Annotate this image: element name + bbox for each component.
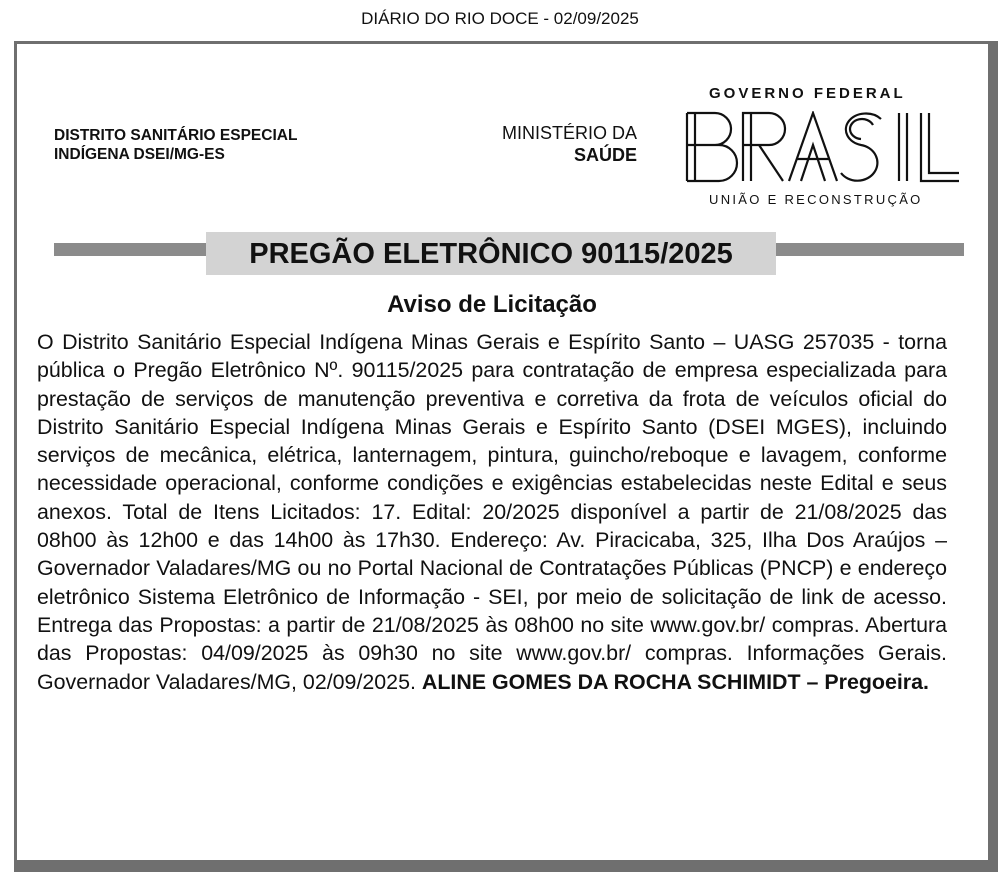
masthead: DIÁRIO DO RIO DOCE - 02/09/2025: [361, 9, 639, 28]
notice-subtitle: Aviso de Licitação: [387, 291, 597, 318]
notice-title: PREGÃO ELETRÔNICO 90115/2025: [249, 238, 733, 270]
issuer-line-1: DISTRITO SANITÁRIO ESPECIAL: [54, 127, 298, 144]
issuer-line-2: INDÍGENA DSEI/MG-ES: [54, 146, 225, 163]
issuer-name: [54, 126, 297, 164]
brasil-logo: [685, 111, 961, 183]
ministry-logo-text: [502, 122, 637, 166]
notice-body: [37, 328, 947, 696]
gov-federal-label: GOVERNO FEDERAL: [709, 85, 906, 102]
ministry-line-2: SAÚDE: [573, 145, 637, 165]
signature: ALINE GOMES DA ROCHA SCHIMIDT – Pregoeira.: [421, 669, 929, 694]
ministry-line-1: MINISTÉRIO DA: [501, 123, 637, 143]
notice-body-text: O Distrito Sanitário Especial Indígena Minas Gerais e Espírito Santo – UASG 257035 - torna pública o Pregão Eletrônico Nº. 90115/2025 para contratação de empresa especializada para prestação de serviços de manutenção preventiva e corretiva da frota de veículos oficial do Distrito Sanitário Especial Indígena Minas Gerais e Espírito Santo (DSEI MGES), incluindo serviços de mecânica, elétrica, lanternagem, pintura, guincho/reboque e lavagem, conforme necessidade operacional, conforme condições e exigências estabelecidas neste Edital e seus anexos. Total de Itens Licitados: 17. Edital: 20/2025 disponível a partir de 21/08/2025 das 08h00 às 12h00 e das 14h00 às 17h30. Endereço: Av. Piracicaba, 325, Ilha Dos Araújos – Governador Valadares/MG ou no Portal Nacional de Contratações Públicas (PNCP) e endereço eletrônico Sistema Eletrônico de Informação - SEI, por meio de solicitação de link de acesso. Entrega das Propostas: a partir de 21/08/2025 às 08h00 no site www.gov.br/ compras. Abertura das Propostas: 04/09/2025 às 09h30 no site www.gov.br/ compras. Informações Gerais. Governador Valadares/MG, 02/09/2025.: [37, 330, 947, 694]
gov-slogan: UNIÃO E RECONSTRUÇÃO: [709, 192, 923, 207]
